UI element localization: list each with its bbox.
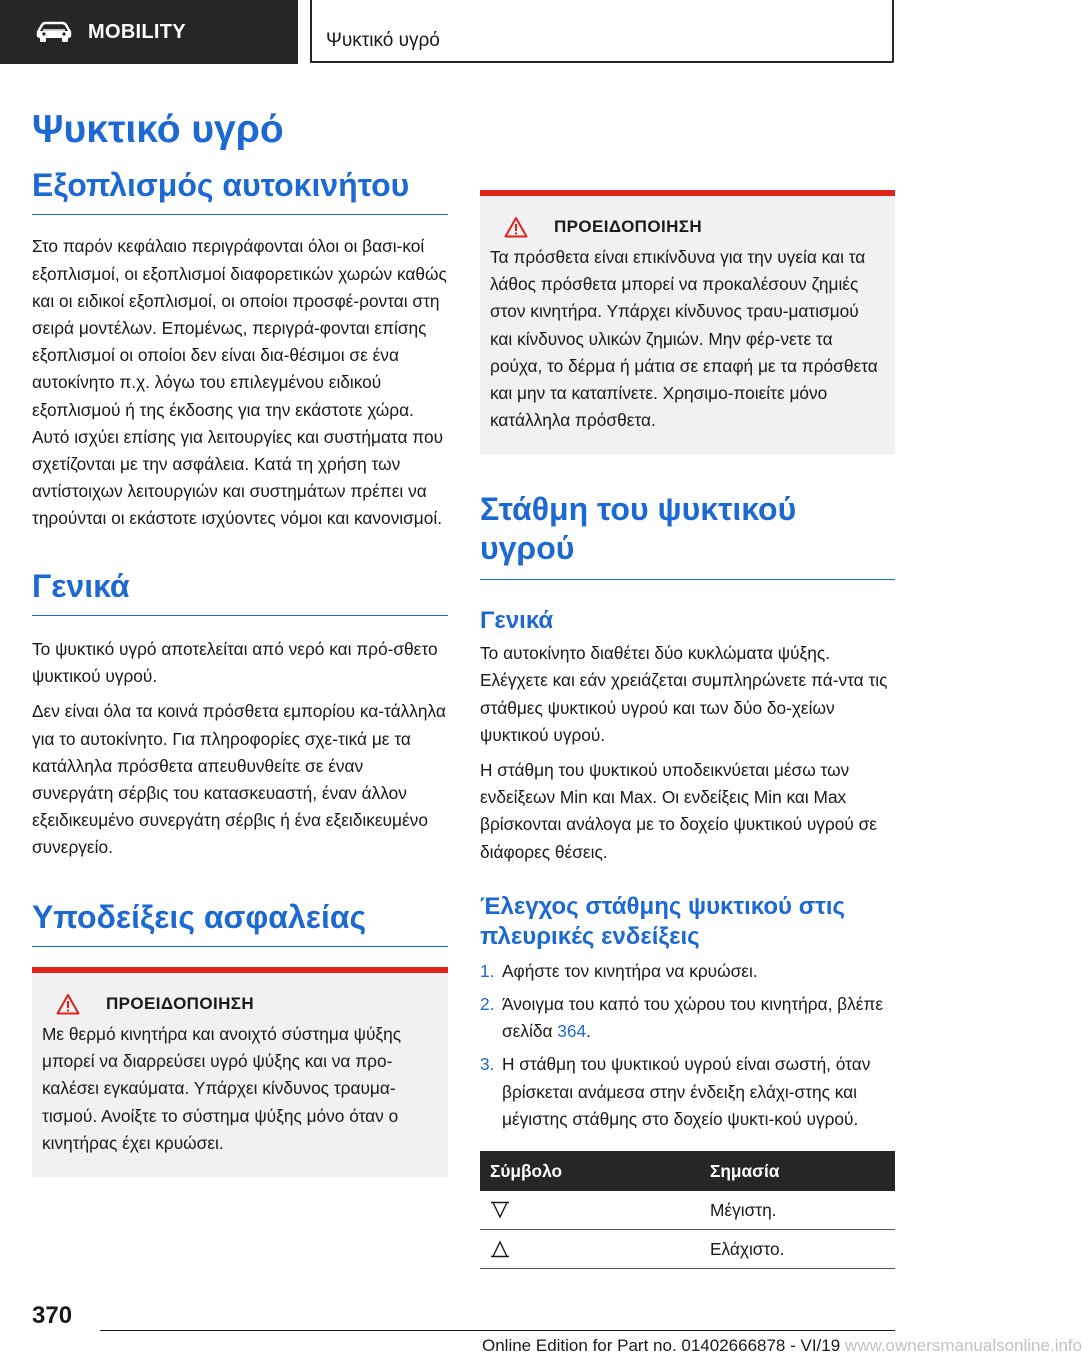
right-column bbox=[480, 190, 895, 1269]
step-text-end: . bbox=[586, 1021, 591, 1042]
left-column bbox=[32, 166, 448, 1177]
car-icon bbox=[34, 20, 74, 44]
list-item bbox=[480, 1051, 895, 1133]
page-title: Ψυκτικό υγρό bbox=[32, 108, 284, 151]
topic-tab bbox=[310, 0, 894, 63]
warning-label: ΠΡΟΕΙΔΟΠΟΙΗΣΗ bbox=[106, 994, 255, 1014]
safety-heading: Υποδείξεις ασφαλείας bbox=[32, 898, 367, 935]
edition-text: Online Edition for Part no. 01402666878 - VI/19 bbox=[482, 1336, 841, 1355]
step-text: Αφήστε τον κινητήρα να κρυώσει. bbox=[502, 960, 758, 981]
meaning-cell: Μέγιστη. bbox=[700, 1191, 895, 1230]
heading-rule bbox=[480, 579, 895, 580]
warning-triangle-icon bbox=[56, 993, 80, 1015]
step-text: Η στάθμη του ψυκτικού υγρού είναι σωστή, όταν βρίσκεται ανάμεσα στην ένδειξη ελάχι-στης και μέγιστης στάθμης στο δοχείο ψυκτι-κού υγρού. bbox=[502, 1054, 871, 1129]
general-text-1: Το αυτοκίνητο διαθέτει δύο κυκλώματα ψύξης. Ελέγχετε και εάν χρειάζεται συμπληρώνετε πά-ντα τις στάθμες ψυκτικού υγρού και των δύο δο-χείων ψυκτικού υγρού. bbox=[480, 643, 888, 745]
topic-label: Ψυκτικό υγρό bbox=[326, 30, 440, 51]
general-text-1: Το ψυκτικό υγρό αποτελείται από νερό και πρό-σθετο ψυκτικού υγρού. bbox=[32, 639, 438, 687]
table-header-row bbox=[480, 1151, 895, 1191]
column-header-meaning: Σημασία bbox=[700, 1151, 895, 1191]
general-text-2: Η στάθμη του ψυκτικού υποδεικνύεται μέσω των ενδείξεων Min και Max. Οι ενδείξεις Min και Max βρίσκονται ανάλογα με το δοχείο ψυκτικού υγρού σε διάφορες θέσεις. bbox=[480, 760, 877, 862]
meaning-cell: Ελάχιστο. bbox=[700, 1230, 895, 1269]
symbol-cell bbox=[480, 1191, 700, 1230]
page-number: 370 bbox=[32, 1302, 73, 1329]
table-row bbox=[480, 1191, 895, 1230]
level-heading: Στάθμη του ψυκτικού υγρού bbox=[480, 491, 797, 566]
max-mark-icon bbox=[490, 1201, 510, 1219]
warning-box-left bbox=[32, 967, 448, 1177]
column-header-symbol: Σύμβολο bbox=[480, 1151, 700, 1191]
footer-edition bbox=[482, 1336, 1082, 1356]
heading-rule bbox=[32, 214, 448, 215]
warning-triangle-icon bbox=[504, 216, 528, 238]
step-text-wrap bbox=[502, 991, 895, 1045]
steps-list bbox=[480, 958, 895, 1133]
general-text-2: Δεν είναι όλα τα κοινά πρόσθετα εμπορίου κα-τάλληλα για το αυτοκίνητο. Για πληροφορίες σχε-τικά με τα κατάλληλα πρόσθετα απευθυνθείτε σε έναν συνεργάτη σέρβις του κατασκευαστή, έναν άλλον εξειδικευμένο συνεργάτη σέρβις ή ένα εξειδικευμένο συνεργείο. bbox=[32, 701, 446, 858]
equipment-text: Στο παρόν κεφάλαιο περιγράφονται όλοι οι βασι-κοί εξοπλισμοί, οι εξοπλισμοί διαφορετικών χωρών καθώς και οι ειδικοί εξοπλισμοί, οι οποίοι προσφέ-ρονται στη σειρά μοντέλων. Επομένως, περιγρά-φονται επίσης εξοπλισμοί οι οποίοι δεν είναι δια-θέσιμοι σε ένα αυτοκίνητο π.χ. λόγω του επιλεγμένου ειδικού εξοπλισμού ή της έκδοσης για την εκάστοτε χώρα. Αυτό ισχύει επίσης για λειτουργίες και συστήματα που σχετίζονται με την ασφάλεια. Κατά τη χρήση των αντίστοιχων λειτουργιών και συστημάτων πρέπει να τηρούνται οι εκάστοτε ισχύοντες νόμοι και κανονισμοί. bbox=[32, 236, 447, 529]
step-number: 3. bbox=[480, 1054, 495, 1075]
list-item bbox=[480, 991, 895, 1045]
section-label: MOBILITY bbox=[88, 20, 186, 43]
symbol-table bbox=[480, 1151, 895, 1269]
general-heading-right: Γενικά bbox=[480, 607, 554, 635]
heading-rule bbox=[32, 946, 448, 947]
warning-text: Τα πρόσθετα είναι επικίνδυνα για την υγεία και τα λάθος πρόσθετα μπορεί να προκαλέσουν ζημιές στον κινητήρα. Υπάρχει κίνδυνος τραυ-ματισμού και κίνδυνος υλικών ζημιών. Μην φέρ-νετε τα ρούχα, το δέρμα ή μάτια σε επαφή με τα πρόσθετα και μην τα καταπίνετε. Χρησιμο-ποιείτε μόνο κατάλληλα πρόσθετα. bbox=[490, 247, 878, 431]
symbol-cell bbox=[480, 1230, 700, 1269]
step-number: 1. bbox=[480, 960, 495, 981]
step-text: Άνοιγμα του καπό του χώρου του κινητήρα, βλέπε σελίδα bbox=[502, 994, 884, 1042]
warning-box-right bbox=[480, 190, 895, 454]
watermark-text: www.ownersmanualsonline.info bbox=[844, 1336, 1082, 1355]
warning-label: ΠΡΟΕΙΔΟΠΟΙΗΣΗ bbox=[554, 217, 703, 236]
section-tab[interactable] bbox=[0, 0, 298, 64]
page-header bbox=[0, 0, 960, 66]
list-item bbox=[480, 958, 895, 985]
page-link[interactable]: 364 bbox=[557, 1021, 587, 1042]
step-number: 2. bbox=[480, 994, 495, 1015]
equipment-heading: Εξοπλισμός αυτοκινήτου bbox=[32, 167, 410, 203]
min-mark-icon bbox=[490, 1240, 510, 1258]
table-row bbox=[480, 1230, 895, 1269]
general-heading-left: Γενικά bbox=[32, 567, 130, 604]
footer-rule bbox=[100, 1330, 895, 1331]
warning-text: Με θερμό κινητήρα και ανοιχτό σύστημα ψύξης μπορεί να διαρρεύσει υγρό ψύξης και να προ-καλέσει εγκαύματα. Υπάρχει κίνδυνος τραυμα-τισμού. Ανοίξτε το σύστημα ψύξης μόνο όταν ο κινητήρας έχει κρυώσει. bbox=[42, 1024, 402, 1153]
check-heading: Έλεγχος στάθμης ψυκτικού στις πλευρικές ενδείξεις bbox=[480, 892, 845, 950]
heading-rule bbox=[32, 615, 448, 616]
